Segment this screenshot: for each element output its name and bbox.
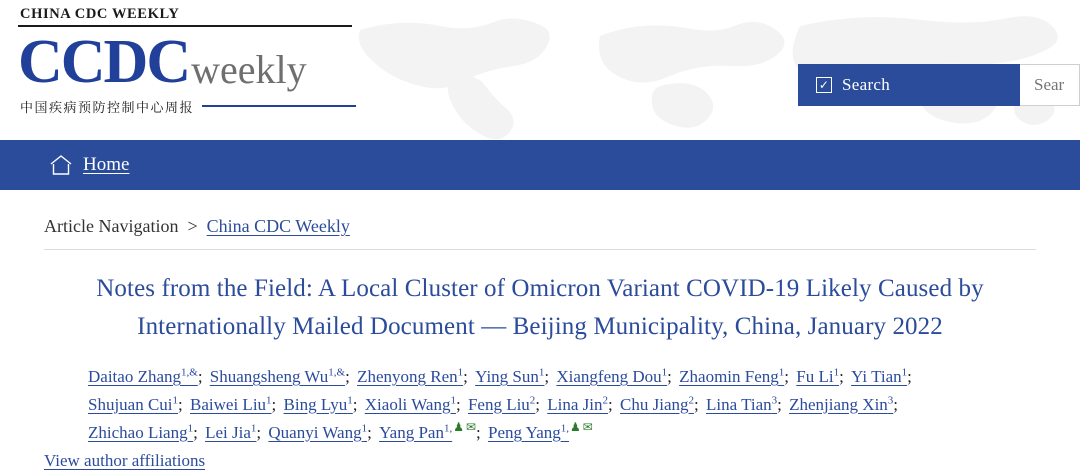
author-link[interactable]: Zhenjiang Xin$^3$ bbox=[789, 393, 894, 414]
view-author-affiliations-link[interactable]: View author affiliations bbox=[44, 451, 206, 471]
author-separator: ; bbox=[193, 422, 203, 442]
author-link[interactable]: Daitao Zhang$^{1,\&}$ bbox=[88, 366, 198, 386]
email-icon[interactable]: ✉ bbox=[465, 420, 477, 435]
author-affiliation-marker: 1 bbox=[778, 366, 785, 379]
author-link[interactable]: Shujuan Cui$^1$ bbox=[88, 393, 179, 414]
author-link[interactable]: Xiangfeng Dou$^1$ bbox=[556, 366, 668, 386]
author-link[interactable]: Yi Tian$^1$ bbox=[851, 366, 908, 386]
content-area bbox=[0, 190, 1080, 471]
check-icon[interactable]: ✓ bbox=[816, 77, 832, 93]
author-link[interactable]: Ying Sun$^1$ bbox=[475, 366, 545, 386]
author-link[interactable]: Yang Pan$^{1,}$ bbox=[379, 422, 453, 442]
home-icon bbox=[48, 153, 74, 177]
author-affiliation-marker: 1 bbox=[347, 393, 353, 406]
ccdc-logo[interactable] bbox=[18, 28, 356, 96]
author-affiliation-marker: 3 bbox=[771, 393, 778, 406]
author-separator: ; bbox=[839, 367, 849, 386]
author-separator: ; bbox=[455, 394, 465, 414]
author-link[interactable]: Lei Jia$^1$ bbox=[205, 422, 257, 442]
author-separator: ; bbox=[271, 394, 281, 414]
author-affiliation-marker: 1 bbox=[833, 366, 840, 379]
author-affiliation-marker: 1,& bbox=[328, 366, 346, 379]
logo-main-text: CCDC bbox=[18, 28, 190, 96]
author-separator: ; bbox=[345, 367, 355, 386]
author-affiliation-marker: 1 bbox=[361, 422, 368, 435]
masthead bbox=[0, 0, 1080, 140]
search-button[interactable] bbox=[798, 64, 1020, 106]
corresponding-author-icon[interactable]: ♟ bbox=[453, 420, 464, 435]
author-affiliation-marker: 2 bbox=[688, 393, 694, 406]
author-link[interactable]: Bing Lyu$^1$ bbox=[283, 393, 353, 414]
masthead-top-title: CHINA CDC WEEKLY bbox=[20, 6, 180, 22]
author-separator: ; bbox=[463, 367, 473, 386]
author-separator: ; bbox=[197, 367, 207, 386]
author-link[interactable]: Chu Jiang$^2$ bbox=[620, 393, 694, 414]
author-link[interactable]: Feng Liu$^2$ bbox=[467, 393, 536, 414]
author-separator: ; bbox=[367, 422, 377, 442]
chinese-title-rule bbox=[202, 105, 356, 107]
author-link[interactable]: Zhichao Liang$^1$ bbox=[88, 422, 194, 442]
breadcrumb-link-journal[interactable]: China CDC Weekly bbox=[206, 216, 350, 236]
author-affiliation-marker: 1 bbox=[187, 422, 194, 435]
author-affiliation-marker: 1, bbox=[443, 422, 453, 435]
breadcrumb-label: Article Navigation bbox=[44, 216, 179, 236]
author-affiliation-marker: 2 bbox=[529, 393, 536, 406]
email-icon[interactable]: ✉ bbox=[582, 420, 593, 435]
author-separator: ; bbox=[352, 394, 362, 414]
author-affiliation-marker: 1 bbox=[457, 366, 464, 379]
search-input-wrap[interactable] bbox=[1020, 64, 1080, 106]
author-link[interactable]: Quanyi Wang$^1$ bbox=[268, 422, 368, 442]
author-link[interactable]: Zhenyong Ren$^1$ bbox=[357, 366, 464, 386]
search-input[interactable] bbox=[1032, 74, 1079, 96]
author-affiliation-marker: 1 bbox=[538, 366, 545, 379]
author-link[interactable]: Baiwei Liu$^1$ bbox=[190, 393, 272, 414]
chinese-title: 中国疾病预防控制中心周报 bbox=[20, 101, 195, 116]
author-link[interactable]: Lina Tian$^3$ bbox=[705, 393, 778, 414]
author-separator: ; bbox=[535, 394, 545, 414]
search-area bbox=[798, 64, 1080, 106]
author-link[interactable]: Peng Yang$^{1,}$ bbox=[488, 422, 570, 442]
author-affiliation-marker: 3 bbox=[887, 393, 894, 406]
author-affiliation-marker: 1, bbox=[560, 422, 570, 435]
author-link[interactable]: Shuangsheng Wu$^{1,\&}$ bbox=[209, 366, 346, 386]
author-affiliation-marker: 1 bbox=[250, 422, 257, 435]
author-link[interactable]: Zhaomin Feng$^1$ bbox=[679, 366, 785, 386]
author-separator: ; bbox=[893, 394, 899, 414]
brand-block[interactable] bbox=[16, 6, 356, 116]
author-affiliation-marker: 1 bbox=[266, 393, 272, 406]
author-separator: ; bbox=[476, 422, 486, 442]
author-separator: ; bbox=[667, 367, 677, 386]
author-affiliation-marker: 1 bbox=[172, 393, 179, 406]
author-affiliation-marker: 1,& bbox=[181, 366, 198, 379]
author-link[interactable]: Fu Li$^1$ bbox=[796, 366, 840, 386]
author-affiliation-marker: 1 bbox=[450, 393, 456, 406]
author-separator: ; bbox=[694, 394, 703, 414]
logo-sub-text: weekly bbox=[191, 47, 307, 92]
nav-home-label: Home bbox=[83, 154, 130, 175]
main-navbar bbox=[0, 140, 1080, 190]
search-button-label: Search bbox=[842, 75, 891, 94]
masthead-rule bbox=[18, 25, 352, 27]
chinese-title-row bbox=[20, 97, 356, 116]
author-link[interactable]: Xiaoli Wang$^1$ bbox=[364, 393, 456, 414]
page-title: Notes from the Field: A Local Cluster of Omicron Variant COVID-19 Likely Caused by Internationally Mailed Document — Beijing Municipality, China, January 2022 bbox=[96, 275, 984, 340]
author-separator: ; bbox=[256, 422, 266, 442]
author-separator: ; bbox=[608, 394, 618, 414]
author-link[interactable]: Lina Jin$^2$ bbox=[547, 393, 609, 414]
author-affiliation-marker: 1 bbox=[661, 366, 668, 379]
breadcrumb-separator: > bbox=[187, 216, 198, 236]
nav-item-home[interactable] bbox=[48, 153, 129, 177]
author-separator: ; bbox=[777, 394, 787, 414]
author-affiliation-marker: 2 bbox=[602, 393, 609, 406]
breadcrumb bbox=[44, 190, 1036, 250]
author-list bbox=[88, 363, 1036, 446]
author-separator: ; bbox=[178, 394, 188, 414]
author-affiliation-marker: 1 bbox=[901, 366, 908, 379]
author-separator: ; bbox=[784, 367, 794, 386]
corresponding-author-icon[interactable]: ♟ bbox=[570, 420, 581, 435]
author-separator: ; bbox=[907, 367, 912, 386]
author-separator: ; bbox=[544, 367, 554, 386]
